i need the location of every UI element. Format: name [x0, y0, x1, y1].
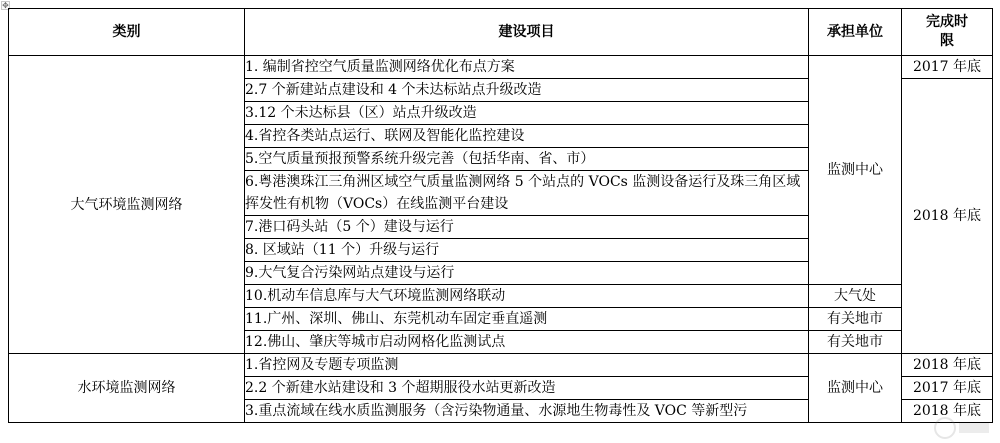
- project-item: 6.粤港澳珠江三角洲区域空气质量监测网络 5 个站点的 VOCs 监测设备运行及珠三角区域挥发性有机物（VOCs）在线监测平台建设: [245, 171, 809, 216]
- project-item: 9.大气复合污染网站点建设与运行: [245, 262, 809, 285]
- project-item: 11.广州、深圳、佛山、东莞机动车固定垂直遥测: [245, 308, 809, 331]
- unit-cell: 大气处: [809, 285, 902, 308]
- deadline-cell: 2018 年底: [902, 400, 993, 423]
- project-item: 7.港口码头站（5 个）建设与运行: [245, 216, 809, 239]
- header-category: 类别: [9, 9, 245, 56]
- unit-cell: 监测中心: [809, 56, 902, 285]
- table-header-row: [9, 9, 993, 56]
- construction-plan-table: [8, 8, 993, 423]
- table-row: [9, 354, 993, 377]
- category-air: 大气环境监测网络: [9, 56, 245, 354]
- unit-cell: 监测中心: [809, 354, 902, 423]
- watermark-logo-icon: [932, 415, 992, 441]
- table-row: [9, 56, 993, 79]
- deadline-cell: 2017 年底: [902, 56, 993, 79]
- deadline-cell: 2017 年底: [902, 377, 993, 400]
- project-item: 12.佛山、肇庆等城市启动网格化监测试点: [245, 331, 809, 354]
- project-item: 5.空气质量预报预警系统升级完善（包括华南、省、市）: [245, 148, 809, 171]
- project-item: 8. 区域站（11 个）升级与运行: [245, 239, 809, 262]
- project-item: 1. 编制省控空气质量监测网络优化布点方案: [245, 56, 809, 79]
- project-item: 4.省控各类站点运行、联网及智能化监控建设: [245, 125, 809, 148]
- header-project: 建设项目: [245, 9, 809, 56]
- header-unit: 承担单位: [809, 9, 902, 56]
- project-item: 2.2 个新建水站建设和 3 个超期服役水站更新改造: [245, 377, 809, 400]
- unit-cell: 有关地市: [809, 331, 902, 354]
- project-item: 3.重点流域在线水质监测服务（含污染物通量、水源地生物毒性及 VOC 等新型污: [245, 400, 809, 423]
- table-move-handle-icon[interactable]: ✥: [2, 1, 9, 10]
- project-item: 1.省控网及专题专项监测: [245, 354, 809, 377]
- category-water: 水环境监测网络: [9, 354, 245, 423]
- project-item: 2.7 个新建站点建设和 4 个未达标站点升级改造: [245, 79, 809, 102]
- header-deadline: 完成时限: [902, 9, 993, 56]
- unit-cell: 有关地市: [809, 308, 902, 331]
- deadline-cell: 2018 年底: [902, 79, 993, 354]
- project-item: 3.12 个未达标县（区）站点升级改造: [245, 102, 809, 125]
- project-item: 10.机动车信息库与大气环境监测网络联动: [245, 285, 809, 308]
- deadline-cell: 2018 年底: [902, 354, 993, 377]
